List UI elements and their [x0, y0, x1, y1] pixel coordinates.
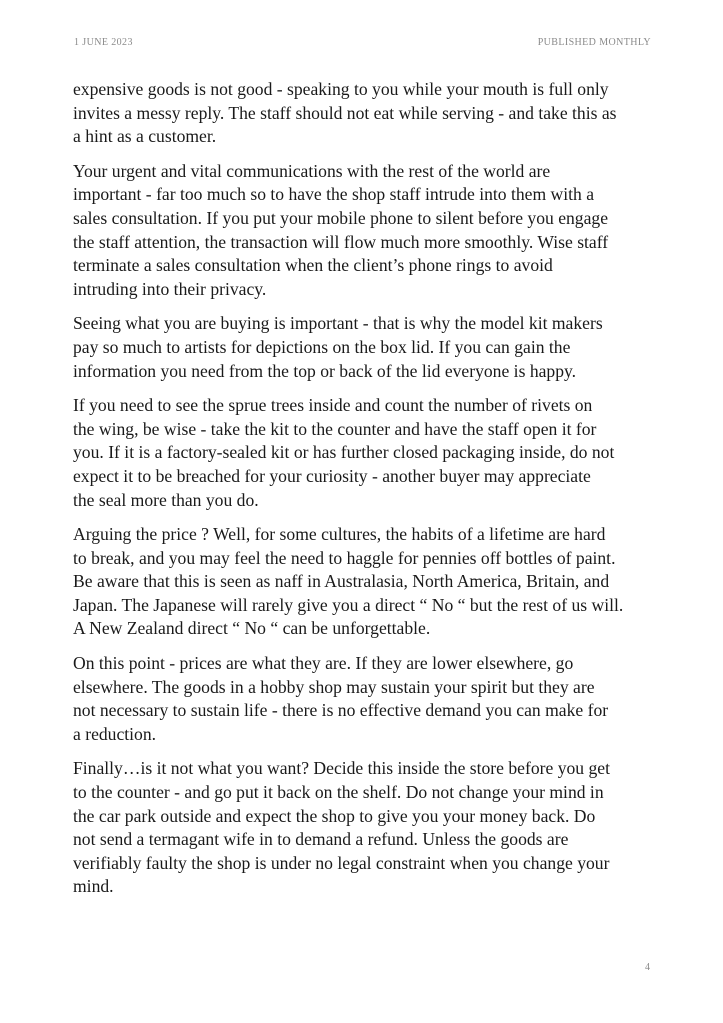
- paragraph: Arguing the price ? Well, for some cultures, the habits of a lifetime are hard to break, and you may feel the need to haggle for pennies off bottles of paint. Be aware that this is seen as naff in Australasia, North America, Britain, and Japan. The Japanese will rarely give you a direct “ No “ but the rest of us will. A New Zealand direct “ No “ can be unforgettable.: [73, 524, 624, 639]
- page-header: [72, 37, 651, 51]
- page-number: 4: [645, 962, 650, 973]
- paragraph: If you need to see the sprue trees inside and count the number of rivets on the wing, be wise - take the kit to the counter and have the staff open it for you. If it is a factory-sealed kit or has further closed packaging inside, do not expect it to be breached for your curiosity - another buyer may appreciate the seal more than you do.: [73, 395, 615, 510]
- paragraph: expensive goods is not good - speaking to you while your mouth is full only invites a messy reply. The staff should not eat while serving - and take this as a hint as a customer.: [73, 79, 617, 147]
- article-body: [73, 78, 663, 910]
- paragraph: Your urgent and vital communications with the rest of the world are important - far too much so to have the shop staff intrude into them with a sales consultation. If you put your mobile phone to silent before you engage the staff attention, the transaction will flow much more smoothly. Wise staff terminate a sales consultation when the client’s phone rings to avoid intruding into their privacy.: [73, 160, 609, 299]
- publication-frequency: PUBLISHED MONTHLY: [537, 37, 651, 48]
- paragraph: Finally…is it not what you want? Decide this inside the store before you get to the counter - and go put it back on the shelf. Do not change your mind in the car park outside and expect the shop to give you your money back. Do not send a termagant wife in to demand a refund. Unless the goods are verifiably faulty the shop is under no legal constraint when you change your mind.: [73, 758, 610, 897]
- paragraph: On this point - prices are what they are. If they are lower elsewhere, go elsewhere. The goods in a hobby shop may sustain your spirit but they are not necessary to sustain life - there is no effective demand you can make for a reduction.: [73, 653, 609, 744]
- issue-date: 1 JUNE 2023: [74, 37, 133, 48]
- paragraph: Seeing what you are buying is important - that is why the model kit makers pay so much to artists for depictions on the box lid. If you can gain the information you need from the top or back of the lid everyone is happy.: [73, 313, 603, 381]
